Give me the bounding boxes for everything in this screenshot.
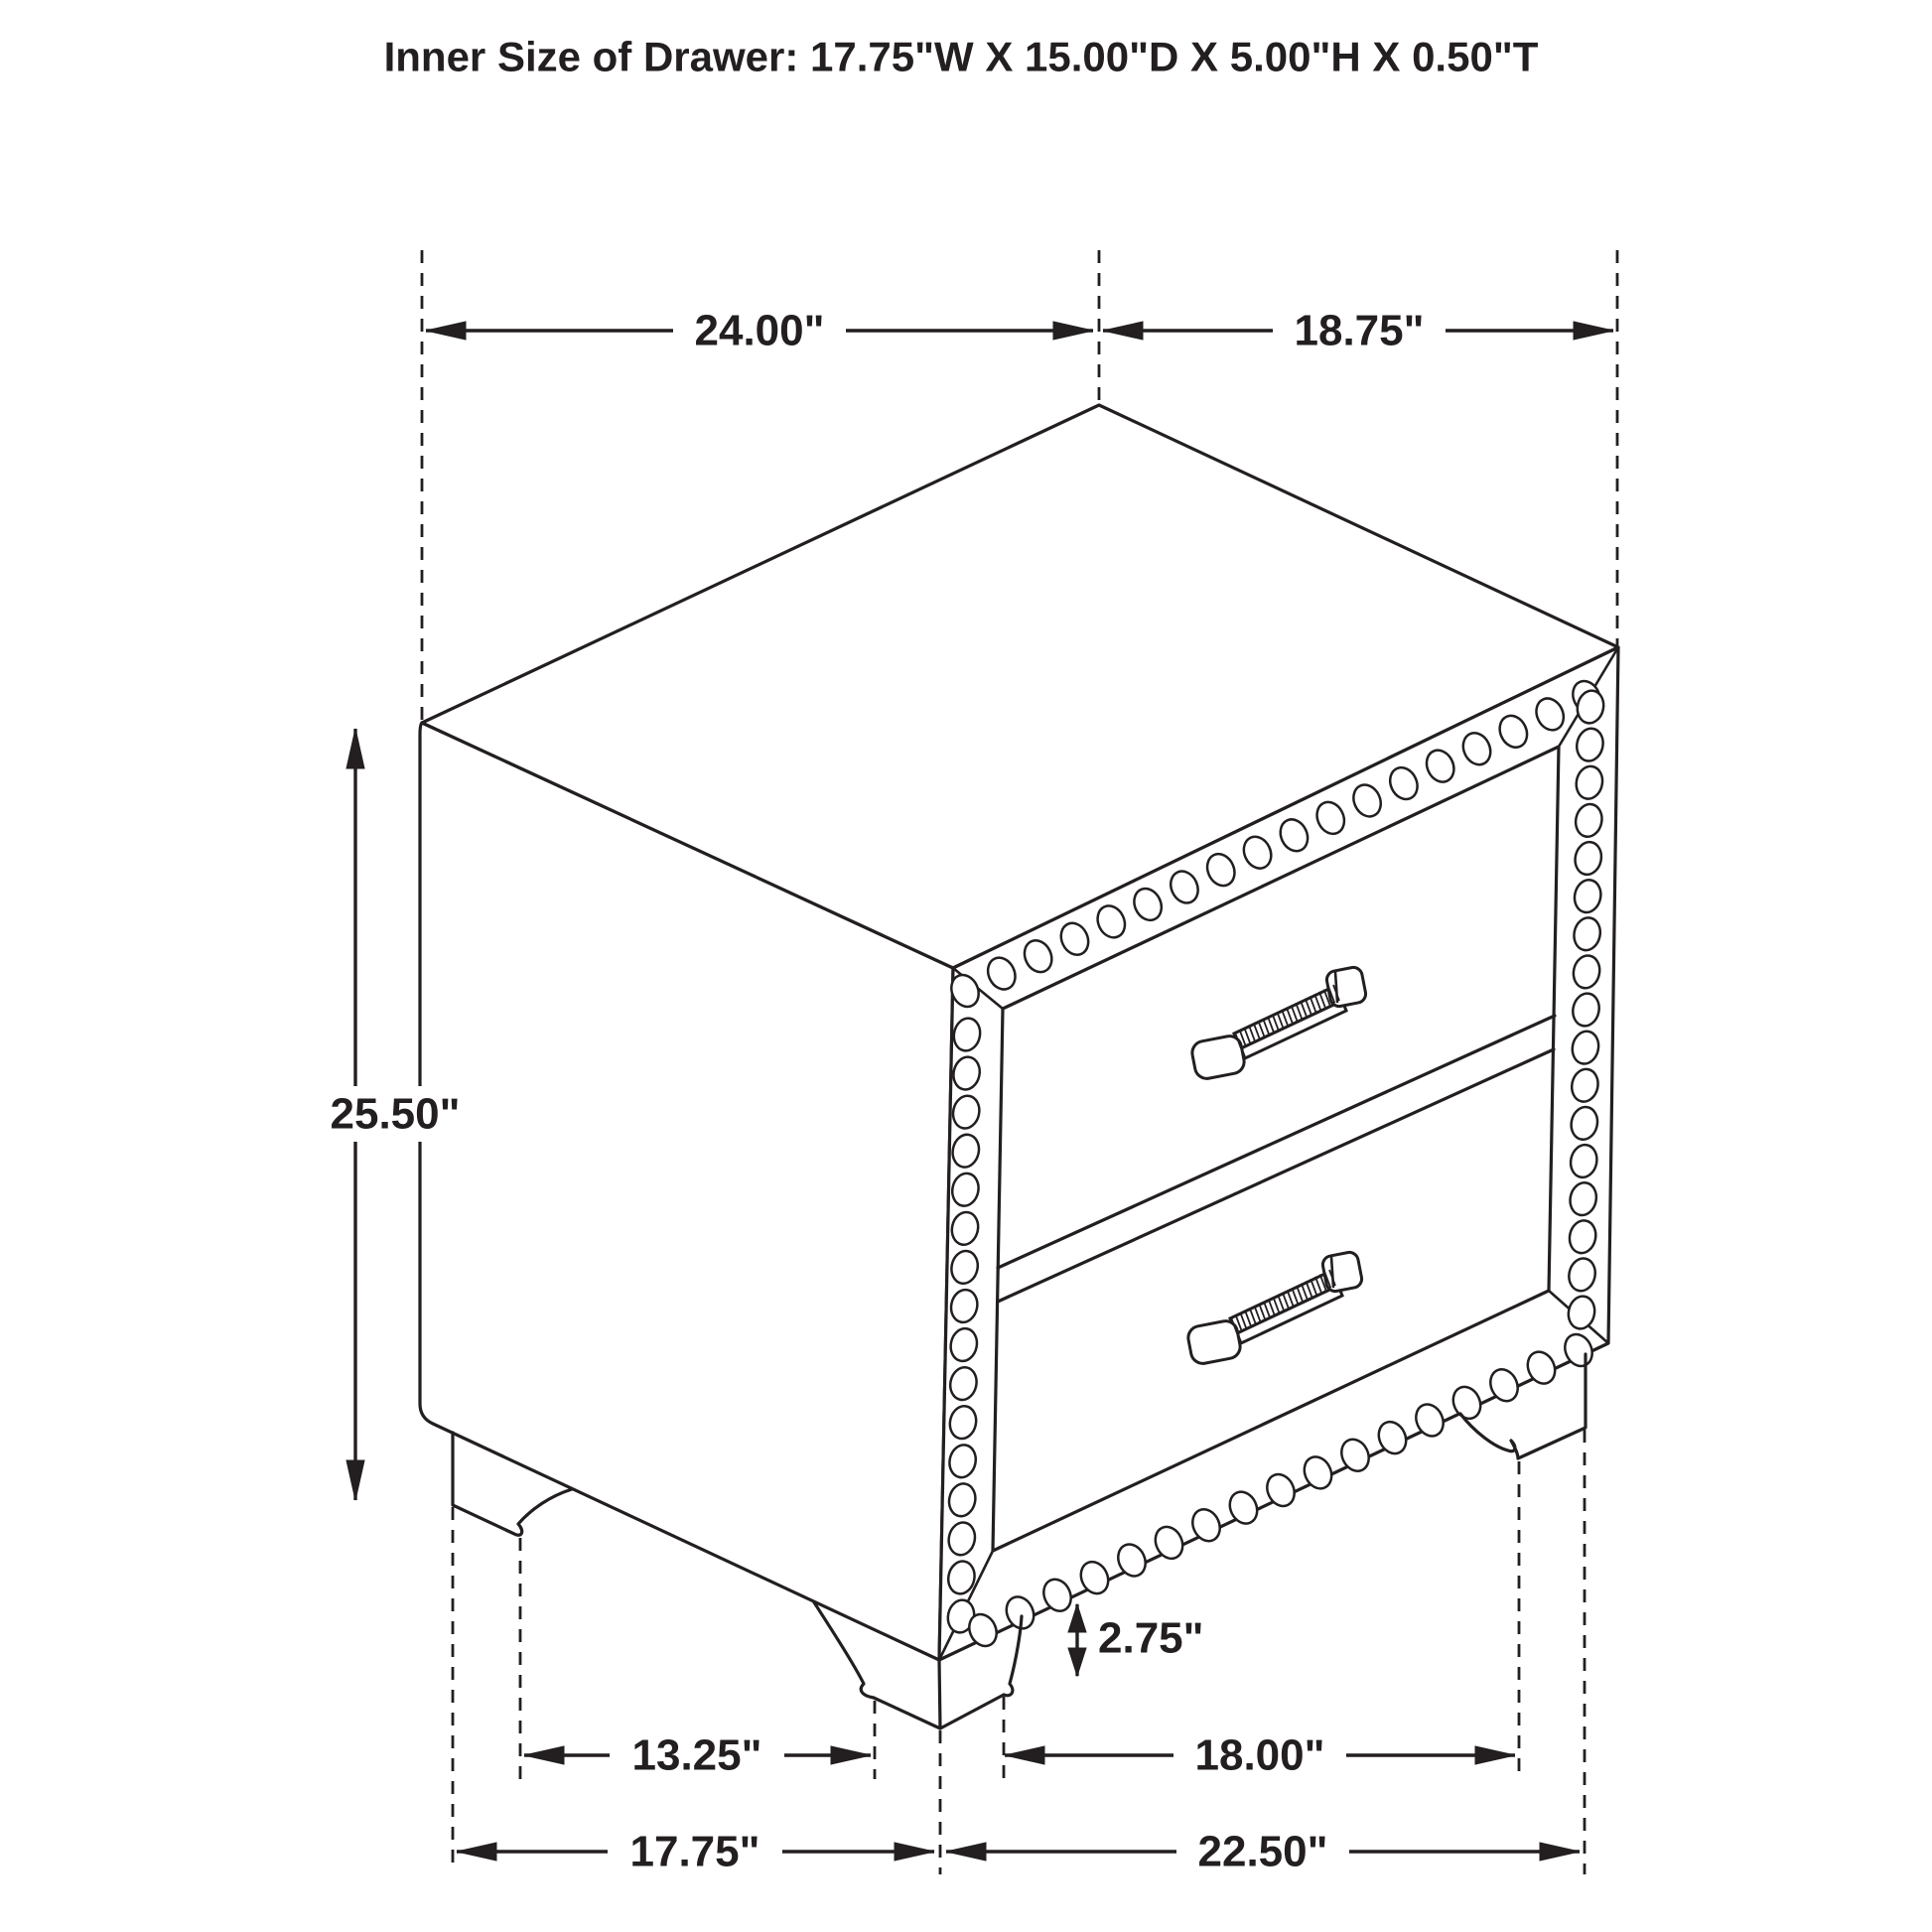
dimension-top-depth bbox=[1103, 304, 1613, 357]
dimension-top-width bbox=[426, 304, 1093, 357]
dimension-base-width bbox=[457, 1825, 934, 1878]
dimension-base-depth bbox=[946, 1825, 1580, 1878]
dimension-label-front-leg-spacing: 13.25" bbox=[631, 1730, 762, 1780]
diagram-title: Inner Size of Drawer: 17.75"W X 15.00"D X 5.00"H X 0.50"T bbox=[383, 33, 1539, 80]
dimension-leg-height bbox=[1077, 1604, 1204, 1676]
dimension-label-leg-height: 2.75" bbox=[1098, 1613, 1204, 1663]
dimension-label-base-width: 17.75" bbox=[629, 1827, 760, 1876]
dimension-label-side-leg-spacing: 18.00" bbox=[1194, 1730, 1325, 1780]
dimension-label-base-depth: 22.50" bbox=[1197, 1827, 1328, 1876]
dimension-side-leg-spacing bbox=[1005, 1728, 1515, 1782]
dimension-label-top-width: 24.00" bbox=[694, 306, 825, 355]
nightstand-drawing bbox=[420, 405, 1618, 1728]
dimension-front-leg-spacing bbox=[524, 1728, 871, 1782]
dimension-label-height: 25.50" bbox=[330, 1089, 461, 1139]
dimension-label-top-depth: 18.75" bbox=[1294, 306, 1425, 355]
handle-right-cap bbox=[1325, 966, 1367, 1008]
